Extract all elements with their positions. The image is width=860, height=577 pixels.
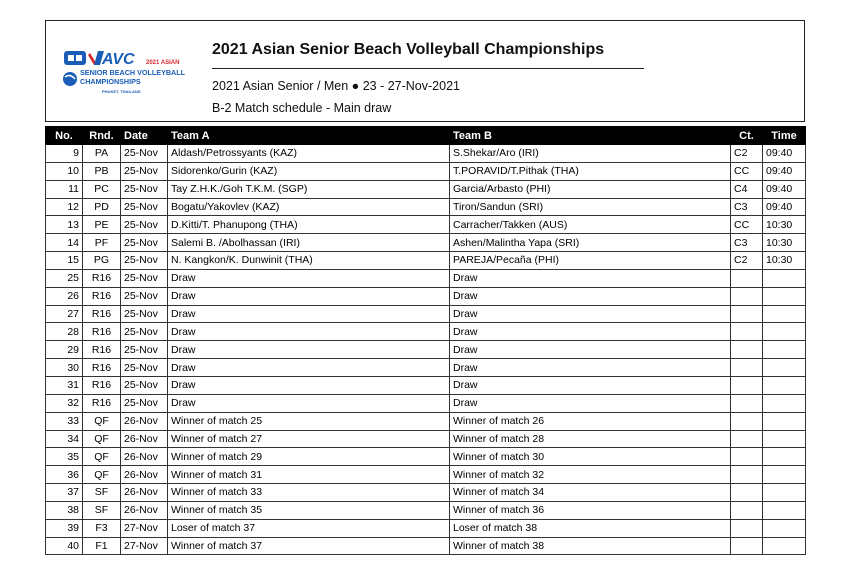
match-number-cell: 27 <box>46 305 83 323</box>
round-cell: PF <box>83 234 121 252</box>
svg-text:SENIOR BEACH VOLLEYBALL: SENIOR BEACH VOLLEYBALL <box>80 68 186 77</box>
title-divider <box>212 68 644 69</box>
court-cell <box>731 287 763 305</box>
team-a-cell: Winner of match 25 <box>168 412 450 430</box>
table-row <box>46 180 806 198</box>
court-cell: C3 <box>731 198 763 216</box>
match-date-cell: 25-Nov <box>121 341 168 359</box>
team-a-cell: Draw <box>168 376 450 394</box>
match-date-cell: 25-Nov <box>121 269 168 287</box>
team-a-cell: Draw <box>168 269 450 287</box>
table-row <box>46 376 806 394</box>
match-date-cell: 26-Nov <box>121 501 168 519</box>
match-time-cell <box>763 376 806 394</box>
round-cell: R16 <box>83 287 121 305</box>
avc-championship-logo <box>60 49 200 115</box>
team-b-cell: Winner of match 30 <box>450 448 731 466</box>
round-cell: QF <box>83 448 121 466</box>
match-number-cell: 11 <box>46 180 83 198</box>
round-cell: PE <box>83 216 121 234</box>
court-cell <box>731 484 763 502</box>
team-b-cell: Loser of match 38 <box>450 519 731 537</box>
table-row <box>46 252 806 270</box>
team-b-cell: Garcia/Arbasto (PHI) <box>450 180 731 198</box>
team-b-cell: Winner of match 28 <box>450 430 731 448</box>
match-date-cell: 26-Nov <box>121 466 168 484</box>
column-header-round: Rnd. <box>83 127 121 145</box>
match-time-cell <box>763 537 806 555</box>
match-time-cell: 09:40 <box>763 145 806 163</box>
match-time-cell: 10:30 <box>763 252 806 270</box>
match-time-cell <box>763 323 806 341</box>
team-a-cell: D.Kitti/T. Phanupong (THA) <box>168 216 450 234</box>
match-number-cell: 35 <box>46 448 83 466</box>
match-date-cell: 26-Nov <box>121 448 168 466</box>
match-time-cell: 09:40 <box>763 162 806 180</box>
court-cell: C2 <box>731 145 763 163</box>
column-header-no: No. <box>46 127 83 145</box>
table-row <box>46 162 806 180</box>
team-b-cell: Draw <box>450 323 731 341</box>
round-cell: PB <box>83 162 121 180</box>
match-date-cell: 26-Nov <box>121 430 168 448</box>
table-row <box>46 466 806 484</box>
match-date-cell: 25-Nov <box>121 323 168 341</box>
table-row <box>46 234 806 252</box>
match-time-cell <box>763 484 806 502</box>
match-number-cell: 13 <box>46 216 83 234</box>
court-cell: C3 <box>731 234 763 252</box>
team-b-cell: Winner of match 34 <box>450 484 731 502</box>
match-date-cell: 25-Nov <box>121 216 168 234</box>
table-row <box>46 394 806 412</box>
match-time-cell: 09:40 <box>763 198 806 216</box>
match-date-cell: 27-Nov <box>121 537 168 555</box>
team-b-cell: PAREJA/Pecaña (PHI) <box>450 252 731 270</box>
match-time-cell <box>763 430 806 448</box>
table-row <box>46 216 806 234</box>
match-number-cell: 38 <box>46 501 83 519</box>
match-date-cell: 25-Nov <box>121 198 168 216</box>
team-a-cell: Loser of match 37 <box>168 519 450 537</box>
team-a-cell: Winner of match 31 <box>168 466 450 484</box>
match-time-cell <box>763 269 806 287</box>
team-b-cell: Ashen/Malintha Yapa (SRI) <box>450 234 731 252</box>
match-time-cell <box>763 359 806 377</box>
match-number-cell: 34 <box>46 430 83 448</box>
table-row <box>46 341 806 359</box>
team-b-cell: Draw <box>450 269 731 287</box>
table-row <box>46 412 806 430</box>
match-time-cell <box>763 466 806 484</box>
match-number-cell: 29 <box>46 341 83 359</box>
team-b-cell: Winner of match 36 <box>450 501 731 519</box>
match-number-cell: 37 <box>46 484 83 502</box>
match-date-cell: 25-Nov <box>121 359 168 377</box>
round-cell: QF <box>83 412 121 430</box>
round-cell: F3 <box>83 519 121 537</box>
team-a-cell: Bogatu/Yakovlev (KAZ) <box>168 198 450 216</box>
court-cell: C4 <box>731 180 763 198</box>
table-row <box>46 501 806 519</box>
court-cell <box>731 466 763 484</box>
table-row <box>46 323 806 341</box>
court-cell <box>731 430 763 448</box>
document-header <box>45 20 805 122</box>
team-a-cell: Draw <box>168 359 450 377</box>
team-b-cell: Carracher/Takken (AUS) <box>450 216 731 234</box>
team-a-cell: N. Kangkon/K. Dunwinit (THA) <box>168 252 450 270</box>
table-row <box>46 198 806 216</box>
match-date-cell: 25-Nov <box>121 287 168 305</box>
team-b-cell: Draw <box>450 287 731 305</box>
match-date-cell: 25-Nov <box>121 162 168 180</box>
match-date-cell: 25-Nov <box>121 234 168 252</box>
court-cell <box>731 519 763 537</box>
match-number-cell: 10 <box>46 162 83 180</box>
court-cell: C2 <box>731 252 763 270</box>
table-row <box>46 269 806 287</box>
round-cell: R16 <box>83 376 121 394</box>
match-time-cell: 10:30 <box>763 234 806 252</box>
court-cell: CC <box>731 216 763 234</box>
round-cell: QF <box>83 430 121 448</box>
table-row <box>46 145 806 163</box>
match-number-cell: 26 <box>46 287 83 305</box>
match-time-cell: 10:30 <box>763 216 806 234</box>
match-number-cell: 15 <box>46 252 83 270</box>
table-row <box>46 519 806 537</box>
match-number-cell: 14 <box>46 234 83 252</box>
court-cell <box>731 376 763 394</box>
match-time-cell <box>763 341 806 359</box>
column-header-court: Ct. <box>731 127 763 145</box>
team-a-cell: Draw <box>168 287 450 305</box>
match-time-cell <box>763 305 806 323</box>
round-cell: R16 <box>83 359 121 377</box>
column-header-team-a: Team A <box>168 127 450 145</box>
court-cell <box>731 501 763 519</box>
table-row <box>46 359 806 377</box>
match-date-cell: 25-Nov <box>121 145 168 163</box>
column-header-time: Time <box>763 127 806 145</box>
court-cell <box>731 448 763 466</box>
match-time-cell <box>763 448 806 466</box>
team-b-cell: Winner of match 32 <box>450 466 731 484</box>
team-a-cell: Draw <box>168 394 450 412</box>
team-b-cell: Draw <box>450 394 731 412</box>
table-header-row <box>46 127 806 145</box>
match-date-cell: 25-Nov <box>121 376 168 394</box>
column-header-date: Date <box>121 127 168 145</box>
team-b-cell: Winner of match 38 <box>450 537 731 555</box>
team-b-cell: Draw <box>450 376 731 394</box>
svg-text:CHAMPIONSHIPS: CHAMPIONSHIPS <box>80 77 141 86</box>
document-subtitle: 2021 Asian Senior / Men ● 23 - 27-Nov-2021 <box>212 79 460 93</box>
round-cell: F1 <box>83 537 121 555</box>
court-cell <box>731 269 763 287</box>
match-number-cell: 33 <box>46 412 83 430</box>
svg-text:AVC: AVC <box>102 51 135 68</box>
match-date-cell: 27-Nov <box>121 519 168 537</box>
match-time-cell <box>763 394 806 412</box>
round-cell: R16 <box>83 305 121 323</box>
match-number-cell: 39 <box>46 519 83 537</box>
team-a-cell: Sidorenko/Gurin (KAZ) <box>168 162 450 180</box>
team-a-cell: Aldash/Petrossyants (KAZ) <box>168 145 450 163</box>
table-row <box>46 484 806 502</box>
team-a-cell: Winner of match 27 <box>168 430 450 448</box>
match-time-cell <box>763 287 806 305</box>
table-row <box>46 448 806 466</box>
match-date-cell: 26-Nov <box>121 484 168 502</box>
document-title: 2021 Asian Senior Beach Volleyball Championships <box>212 41 605 58</box>
table-body <box>46 145 806 555</box>
round-cell: R16 <box>83 323 121 341</box>
document-section-label: B-2 Match schedule - Main draw <box>212 101 392 115</box>
match-number-cell: 36 <box>46 466 83 484</box>
match-time-cell <box>763 501 806 519</box>
round-cell: PA <box>83 145 121 163</box>
team-a-cell: Draw <box>168 341 450 359</box>
team-b-cell: Draw <box>450 359 731 377</box>
column-header-team-b: Team B <box>450 127 731 145</box>
round-cell: R16 <box>83 394 121 412</box>
table-row <box>46 430 806 448</box>
match-number-cell: 12 <box>46 198 83 216</box>
team-a-cell: Winner of match 33 <box>168 484 450 502</box>
round-cell: PC <box>83 180 121 198</box>
court-cell <box>731 323 763 341</box>
match-number-cell: 30 <box>46 359 83 377</box>
round-cell: R16 <box>83 341 121 359</box>
round-cell: SF <box>83 484 121 502</box>
court-cell <box>731 341 763 359</box>
table-row <box>46 287 806 305</box>
match-number-cell: 32 <box>46 394 83 412</box>
match-date-cell: 26-Nov <box>121 412 168 430</box>
svg-text:2021 ASIAN: 2021 ASIAN <box>146 60 180 66</box>
court-cell <box>731 359 763 377</box>
match-schedule-table <box>45 126 806 555</box>
round-cell: PG <box>83 252 121 270</box>
court-cell: CC <box>731 162 763 180</box>
team-b-cell: Draw <box>450 305 731 323</box>
match-date-cell: 25-Nov <box>121 180 168 198</box>
table-row <box>46 305 806 323</box>
match-number-cell: 25 <box>46 269 83 287</box>
team-a-cell: Draw <box>168 323 450 341</box>
svg-text:PHUKET, THAILAND: PHUKET, THAILAND <box>102 89 141 94</box>
team-b-cell: Winner of match 26 <box>450 412 731 430</box>
match-number-cell: 40 <box>46 537 83 555</box>
match-time-cell <box>763 412 806 430</box>
team-a-cell: Salemi B. /Abolhassan (IRI) <box>168 234 450 252</box>
team-a-cell: Draw <box>168 305 450 323</box>
round-cell: QF <box>83 466 121 484</box>
match-date-cell: 25-Nov <box>121 305 168 323</box>
table-row <box>46 537 806 555</box>
match-number-cell: 28 <box>46 323 83 341</box>
team-a-cell: Tay Z.H.K./Goh T.K.M. (SGP) <box>168 180 450 198</box>
court-cell <box>731 537 763 555</box>
match-time-cell <box>763 519 806 537</box>
team-a-cell: Winner of match 29 <box>168 448 450 466</box>
team-b-cell: Draw <box>450 341 731 359</box>
team-a-cell: Winner of match 35 <box>168 501 450 519</box>
match-number-cell: 9 <box>46 145 83 163</box>
match-number-cell: 31 <box>46 376 83 394</box>
court-cell <box>731 412 763 430</box>
round-cell: SF <box>83 501 121 519</box>
court-cell <box>731 394 763 412</box>
match-date-cell: 25-Nov <box>121 252 168 270</box>
team-a-cell: Winner of match 37 <box>168 537 450 555</box>
match-date-cell: 25-Nov <box>121 394 168 412</box>
team-b-cell: T.PORAVID/T.Pithak (THA) <box>450 162 731 180</box>
round-cell: R16 <box>83 269 121 287</box>
round-cell: PD <box>83 198 121 216</box>
team-b-cell: Tiron/Sandun (SRI) <box>450 198 731 216</box>
team-b-cell: S.Shekar/Aro (IRI) <box>450 145 731 163</box>
court-cell <box>731 305 763 323</box>
match-time-cell: 09:40 <box>763 180 806 198</box>
